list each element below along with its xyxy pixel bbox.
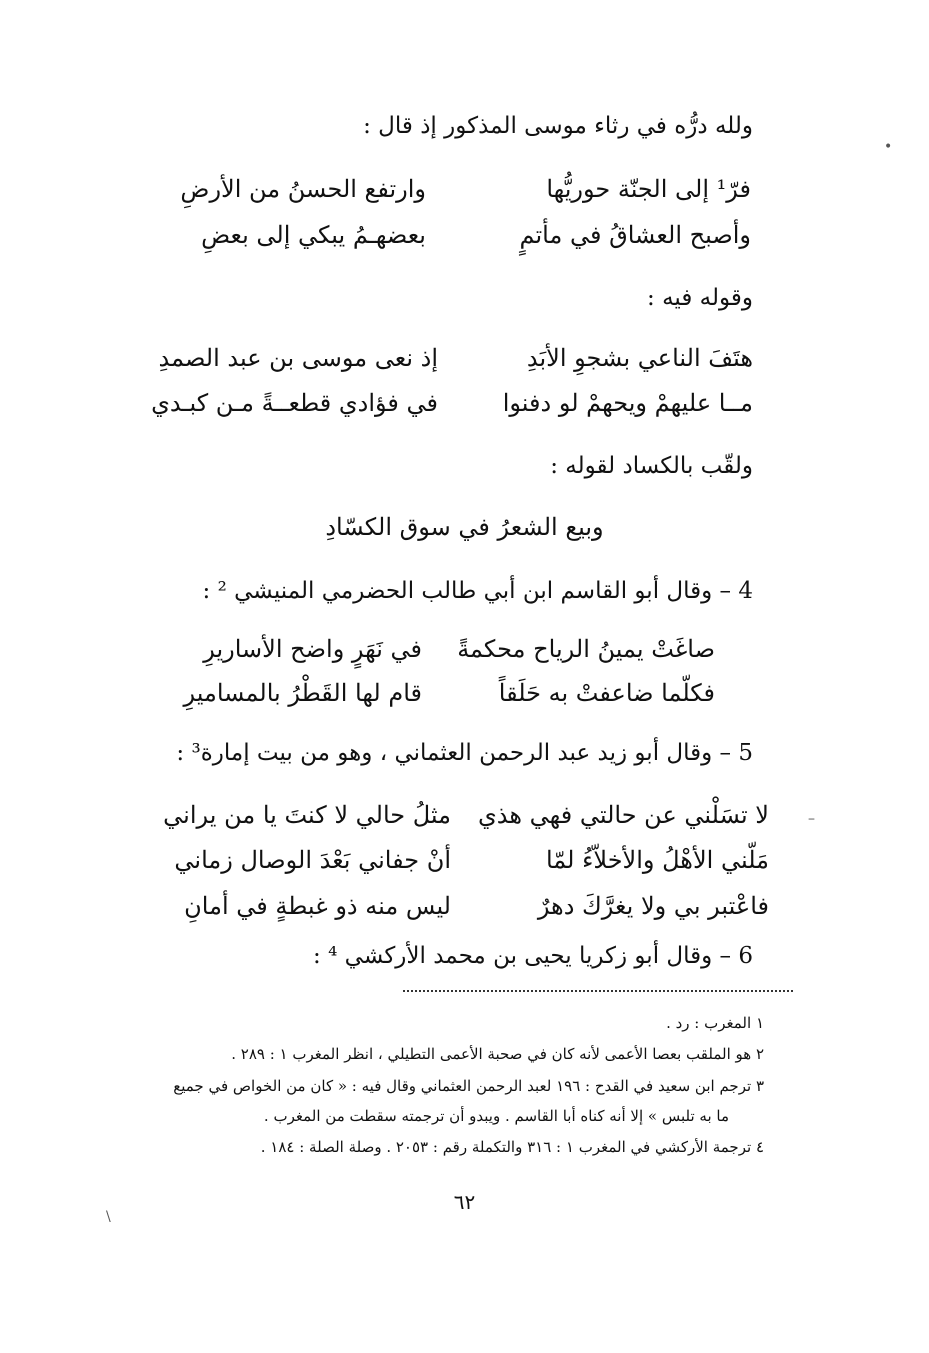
item-6-heading: 6 – وقال أبو زكريا يحيى بن محمد الأركشي ⁴ : <box>313 943 753 969</box>
verse-second-hemistich: قام لها القَطْرُ بالمساميرِ <box>183 679 422 707</box>
verse-second-hemistich: أنْ جفاني بَعْدَ الوصال زماني <box>174 846 451 874</box>
intro-rithaa: ولله درُّه في رثاء موسى المذكور إذ قال : <box>363 113 753 139</box>
footnote: ٤ ترجمة الأركشي في المغرب ١ : ٣١٦ والتكملة رقم : ٢٠٥٣ . وصلة الصلة : ١٨٤ . <box>260 1138 764 1156</box>
margin-speck: \ <box>106 1209 111 1225</box>
verse-first-hemistich: فكلّما ضاعفتْ به حَلَقاً <box>498 679 715 707</box>
verse-first-hemistich: هتَفَ الناعي بشجوِ الأبَدِ <box>526 344 753 372</box>
single-verse: وبيع الشعرُ في سوق الكسّادِ <box>325 513 604 541</box>
page-number: ٦٢ <box>453 1190 476 1214</box>
intro-qawluhu: وقوله فيه : <box>647 285 753 311</box>
verse-first-hemistich: صاغَتْ يمينُ الرياح محكمةً <box>457 635 715 663</box>
item-4-heading: 4 – وقال أبو القاسم ابن أبي طالب الحضرمي المنيشي ² : <box>202 578 753 604</box>
verse-second-hemistich: مثلُ حالي لا كنتَ يا من يراني <box>163 801 451 829</box>
verse-second-hemistich: ليس منه ذو غبطةٍ في أمانِ <box>184 892 451 920</box>
verse-first-hemistich: وأصبح العشاقُ في مأتمٍ <box>519 221 751 249</box>
verse-first-hemistich: فاعْتبر بي ولا يغرَّكَ دهرٌ <box>537 892 769 920</box>
footnote: ١ المغرب : رد . <box>666 1014 764 1032</box>
verse-second-hemistich: في نَهَرٍ واضح الأساريرِ <box>203 635 422 663</box>
item-5-heading: 5 – وقال أبو زيد عبد الرحمن العثماني ، وهو من بيت إمارة³ : <box>176 740 753 766</box>
verse-first-hemistich: مَلّني الأهْلُ والأخلاّءُ لمّا <box>545 846 769 874</box>
verse-second-hemistich: وارتفع الحسنُ من الأرضِ <box>180 175 426 203</box>
footnote: ٢ هو الملقب بعصا الأعمى لأنه كان في صحبة الأعمى التطيلي ، انظر المغرب ١ : ٢٨٩ . <box>231 1045 764 1063</box>
verse-second-hemistich: في فؤادي قطعــةً مـن كبـدي <box>151 389 438 417</box>
verse-second-hemistich: إذ نعى موسى بن عبد الصمدِ <box>158 344 438 372</box>
intro-luqqib: ولقّب بالكساد لقوله : <box>550 453 753 479</box>
verse-first-hemistich: فرّ¹ إلى الجنّة حوريُّها <box>546 175 751 203</box>
verse-first-hemistich: لا تسَلْني عن حالتي فهي هذي <box>478 801 769 829</box>
verse-second-hemistich: بعضهـمُ يبكي إلى بعضِ <box>201 221 426 249</box>
footnote: ما به تلبس » إلا أنه كناه أبا القاسم . ويبدو أن ترجمته سقطت من المغرب . <box>263 1107 729 1125</box>
verse-first-hemistich: مــا عليهمْ ويحهمْ لو دفنوا <box>502 389 753 417</box>
margin-speck: • <box>884 139 893 155</box>
footnote-separator <box>403 990 793 992</box>
margin-speck: – <box>808 811 815 827</box>
footnote: ٣ ترجم ابن سعيد في القدح : ١٩٦ لعبد الرحمن العثماني وقال فيه : « كان من الخواص في جميع <box>173 1077 764 1095</box>
